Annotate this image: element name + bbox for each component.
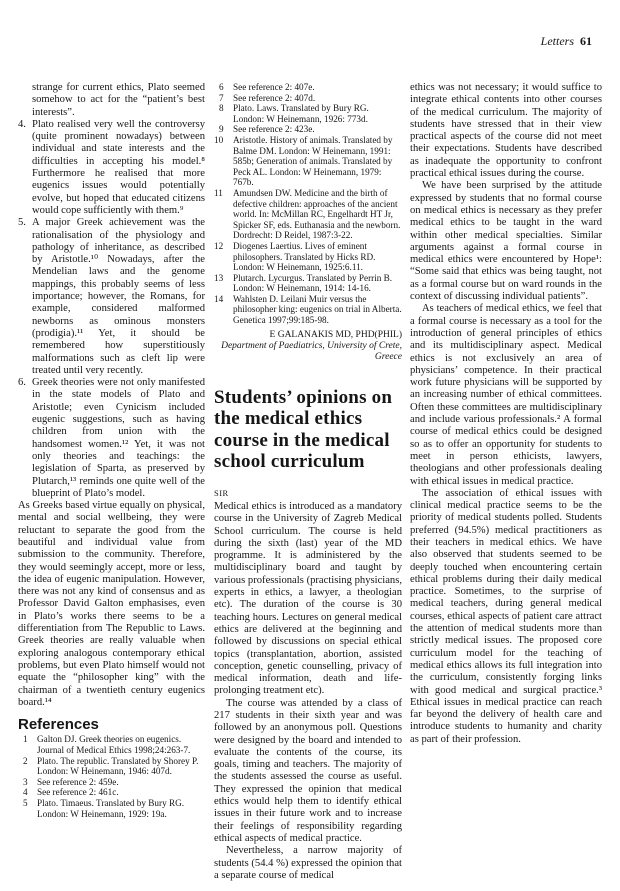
reference-item: 4 See reference 2: 461c.: [23, 787, 119, 798]
continued-paragraph: strange for current ethics, Plato seemed somehow to act for the “patient’s best interests”.: [32, 82, 205, 118]
running-header: [541, 34, 592, 48]
reference-list: [18, 734, 205, 819]
section-name: Letters: [540, 34, 574, 48]
point-item: 6. Greek theories were not only manifested in the state models of Plato and Aristotle; even Cynicism included eugenic suggestions, such as having children from union with the handsomest women.¹² Yet, it was not only theories and teachings: the legislation of Sparta, as preserved by Plutarch,¹³ reminds one quite well of the blueprint of Plato’s model.: [18, 377, 205, 499]
point-item: 4. Plato realised very well the controversy (quite prominent nowadays) between individual and state interests and the difficulties in accepting his model.⁸ Furthermore he realised that more eugenics issues would potentially evolve, but hoped that educated citizens would cope sufficiently with them.⁹: [18, 118, 205, 216]
page-number: 61: [580, 34, 592, 48]
reference-item: 12 Diogenes Laertius. Lives of eminent philosophers. Translated by Hicks RD. London: W Heinemann, 1925:6.11.: [214, 240, 376, 273]
reference-item: 13 Plutarch. Lycurgus. Translated by Perrin B. London: W Heinemann, 1914: 14-16.: [214, 272, 393, 294]
reference-item: 3 See reference 2: 459e.: [23, 776, 119, 787]
reference-item: 1 Galton DJ. Greek theories on eugenics. Journal of Medical Ethics 1998;24:263-7.: [23, 734, 191, 756]
reference-item: 2 Plato. The republic. Translated by Shorey P. London: W Heinemann, 1946: 407d.: [23, 755, 199, 777]
closing-paragraph: As Greeks based virtue equally on physical, mental and social wellbeing, they were reluctant to separate the good from the beautiful and individual value from submission to the community. Therefore, they would seemingly accept, more or less, the idea of eugenic manipulation. However, there was not any kind of consensus and as Professor David Galton emphasises, even in Plato’s works there seems to be a differentiation from The Republic to Laws. Greek theories are really valuable when exploring analogous contemporary ethical problems, but even Plato himself would not equate the “philosopher king” with the chairman of a twentieth century eugenics board.¹⁴: [18, 500, 205, 708]
author-signature: E GALANAKIS MD, PHD(PHIL): [269, 329, 402, 340]
numbered-points: [18, 119, 205, 500]
reference-item: 5 Plato. Timaeus. Translated by Bury RG. London: W Heinemann, 1929: 19a.: [23, 798, 185, 819]
reference-item: 9 See reference 2: 423e.: [219, 124, 315, 135]
references-heading: References: [18, 716, 99, 734]
reference-item: 7 See reference 2: 407d.: [219, 92, 316, 103]
body-paragraph: ethics was not necessary; it would suffice to integrate ethical contents into other courses of the medical curriculum. The majority of students have stressed that in their view practical aspects of the course did not meet their expectations. Students have described as inadequate the opportunity to confront practical ethical issues during the course.: [410, 82, 602, 180]
reference-item: 14 Wahlsten D. Leilani Muir versus the philosopher king: eugenics on trial in Alberta. Genetica 1997;99:185-98.: [214, 293, 402, 326]
reference-item: 11 Amundsen DW. Medicine and the birth of defective children: approaches of the ancient world. In: McMillan RC, Engelhardt HT Jr, Spicker SF, eds. Euthanasia and the newborn. Dordrecht: D Reidel, 1987:3-22.: [214, 187, 401, 241]
body-paragraph: As teachers of medical ethics, we feel that a formal course is necessary as a tool for the introduction of general principles of ethics and its multidisciplinary aspect. Medical ethics is not exclusively an area of physicians’ competence. In their practical work future physicians will be supported by an increasing number of ethical committees. Often these committees are multidisciplinary and include various professionals.² A formal course of medical ethics could be designed so as to offer an opportunity for students to meet in person ethicists, lawyers, theologians and other professionals dealing with ethical issues in medical practice.: [410, 303, 602, 487]
reference-item: 6 See reference 2: 407e.: [219, 82, 315, 92]
body-paragraph: The course was attended by a class of 217 students in their sixth year and was followed by an anonymous poll. Questions were designed by the board and intended to evaluate the contents of the course, its goals, timing and teachers. The majority of the students assessed the course as useful. They expressed the opinion that medical ethics would help them to identify ethical issues in their future work and to increase their feelings of responsibility regarding ethical aspects of medical practice.: [214, 697, 402, 844]
point-item: 5. A major Greek achievement was the rationalisation of the physiology and pathology of inheritance, as described by Aristotle.¹⁰ Nowadays, after the Mendelian laws and the genome mappings, this probably seems of less importance; however, the Romans, for example, considered malformed newborns as ominous monsters (prodigia).¹¹ Yet, it should be remembered how superstitiously malformations such as cleft lip were treated until very recently.: [18, 217, 205, 376]
salutation: SIR: [214, 487, 229, 498]
column-1: [18, 82, 205, 819]
body-paragraph: Medical ethics is introduced as a mandatory course in the University of Zagreb Medical School curriculum. The course is held during the sixth (last) year of the MD programme. It is administered by the multidisciplinary board and taught by various professionals (practising physicians, experts in ethics, a lawyer, a theologian etc). The duration of the course is 30 teaching hours. Lectures on general medical ethics are delivered at the beginning and followed by discussions on special ethical topics (transplantation, abortion, assisted conception, genetic counselling, privacy of medical information, death and life-prolonging treatment etc).: [214, 500, 402, 697]
body-paragraph: We have been surprised by the attitude expressed by students that no formal course on medical ethics is necessary as they prefer medical ethics to be taught in the ward within other medical specialties. Similar arguments against a formal course in medical ethics were encountered by Hope¹: “Some said that ethics was being taught, not as a formal course but on ward rounds in the context of discussing individual patients”.: [410, 180, 602, 303]
reference-list-continued: [214, 82, 402, 326]
body-paragraph: Nevertheless, a narrow majority of students (54.4 %) expressed the opinion that a separate course of medical: [214, 845, 403, 881]
reference-item: 8 Plato. Laws. Translated by Bury RG. London: W Heinemann, 1926: 773d.: [219, 103, 369, 124]
body-paragraph: The association of ethical issues with clinical medical practice seems to be the priority of medical students polled. Students preferred (94.5%) medical practitioners as their teachers in medical ethics. We have also observed that students seemed to be deeply touched when encountering certain ethical problems during their daily medical practice. Sometimes, to the surprise of medical teachers, during general medical courses, ethical aspects of patient care attract the attention of medical students more than strictly medical issues. The proposed core curriculum model for the teaching of medical ethics allows its full integration into the curriculum, consistently forging links with good medical and surgical practice.³ Ethical issues in medical practice can reach far beyond the delivery of health care and introduce students to humanity and charity as part of their profession.: [410, 487, 602, 745]
column-2: [214, 82, 402, 882]
letter-title: Students’ opinions on the medical ethics course in the medical school curriculum: [214, 386, 393, 473]
column-3: [410, 82, 602, 746]
reference-item: 10 Aristotle. History of animals. Translated by Balme DM. London: W Heinemann, 1991: 585b; Generation of animals. Translated by Peck AL. London: W Heinemann, 1979: 767b.: [214, 134, 393, 188]
author-affiliation: Department of Paediatrics, University of Crete, Greece: [221, 340, 402, 362]
